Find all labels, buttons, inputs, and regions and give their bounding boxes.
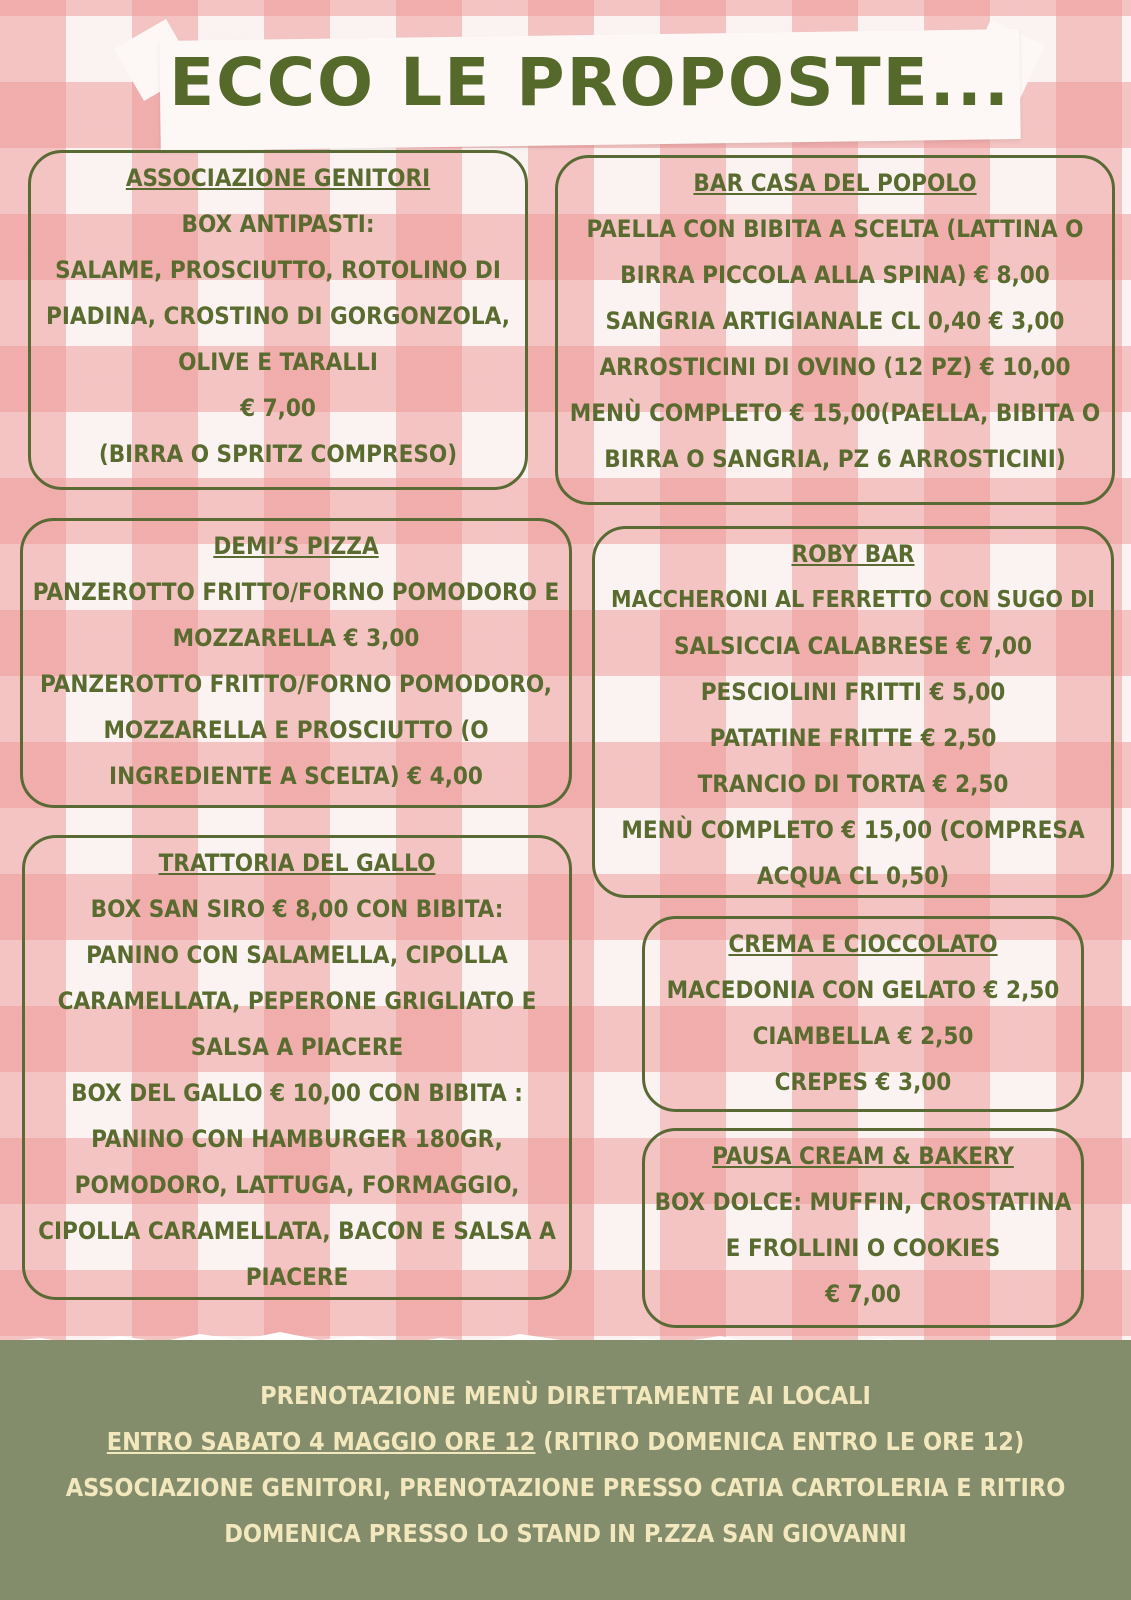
box-line: BOX ANTIPASTI:	[181, 210, 375, 238]
box-line: SALSICCIA CALABRESE € 7,00	[673, 632, 1033, 660]
box-line: PAELLA CON BIBITA A SCELTA (LATTINA O	[586, 215, 1084, 243]
box-line: MENÙ COMPLETO € 15,00(PAELLA, BIBITA O	[569, 399, 1101, 427]
box-heading: BAR CASA DEL POPOLO	[693, 169, 977, 197]
menu-box-pausa-cream-bakery	[642, 1128, 1084, 1328]
box-heading: TRATTORIA DEL GALLO	[158, 849, 436, 877]
menu-box-roby-bar	[592, 526, 1114, 898]
footer-line-1: PRENOTAZIONE MENÙ DIRETTAMENTE AI LOCALI	[260, 1381, 871, 1410]
box-line: PANINO CON SALAMELLA, CIPOLLA	[86, 941, 508, 969]
box-line: € 7,00	[240, 394, 316, 422]
box-line: PATATINE FRITTE € 2,50	[709, 724, 997, 752]
box-line: BIRRA O SANGRIA, PZ 6 ARROSTICINI)	[604, 445, 1066, 473]
box-line: CREPES € 3,00	[774, 1068, 952, 1096]
menu-box-bar-casa-del-popolo	[555, 155, 1115, 505]
box-line: INGREDIENTE A SCELTA) € 4,00	[109, 762, 483, 790]
box-heading: ASSOCIAZIONE GENITORI	[125, 164, 431, 192]
box-line: MACCHERONI AL FERRETTO CON SUGO DI	[610, 587, 1096, 613]
footer-text	[0, 1373, 1131, 1557]
box-line: SALSA A PIACERE	[190, 1033, 404, 1061]
footer-line-4: DOMENICA PRESSO LO STAND IN P.ZZA SAN GIOVANNI	[224, 1519, 907, 1548]
box-line: PESCIOLINI FRITTI € 5,00	[700, 678, 1006, 706]
box-line: PIADINA, CROSTINO DI GORGONZOLA,	[46, 302, 510, 330]
box-heading: PAUSA CREAM & BAKERY	[712, 1142, 1014, 1170]
footer-line-3: ASSOCIAZIONE GENITORI, PRENOTAZIONE PRESSO CATIA CARTOLERIA E RITIRO	[65, 1473, 1066, 1502]
box-line: OLIVE E TARALLI	[178, 348, 378, 376]
menu-box-trattoria-del-gallo	[22, 835, 572, 1300]
box-line: PANINO CON HAMBURGER 180GR,	[91, 1125, 503, 1153]
footer-line-2	[0, 1419, 1131, 1465]
box-line: MOZZARELLA E PROSCIUTTO (O	[103, 716, 489, 744]
box-line: (BIRRA O SPRITZ COMPRESO)	[98, 440, 458, 468]
box-line: ARROSTICINI DI OVINO (12 PZ) € 10,00	[599, 353, 1071, 381]
box-line: MENÙ COMPLETO € 15,00 (COMPRESA	[621, 816, 1085, 844]
box-line: CIAMBELLA € 2,50	[752, 1022, 974, 1050]
box-line: TRANCIO DI TORTA € 2,50	[697, 770, 1009, 798]
box-heading: CREMA E CIOCCOLATO	[728, 930, 998, 958]
box-line: CARAMELLATA, PEPERONE GRIGLIATO E	[57, 987, 537, 1015]
box-line: MACEDONIA CON GELATO € 2,50	[666, 976, 1060, 1004]
box-line: BOX SAN SIRO € 8,00 CON BIBITA:	[90, 895, 504, 923]
footer-pickup-note: (RITIRO DOMENICA ENTRO LE ORE 12)	[535, 1427, 1025, 1456]
box-heading: ROBY BAR	[791, 540, 915, 568]
box-line: E FROLLINI O COOKIES	[725, 1234, 1001, 1262]
box-line: SALAME, PROSCIUTTO, ROTOLINO DI	[55, 256, 501, 284]
box-line: BOX DOLCE: MUFFIN, CROSTATINA	[654, 1188, 1072, 1216]
menu-box-demis-pizza	[20, 518, 572, 808]
menu-box-associazione-genitori	[28, 150, 528, 490]
menu-box-crema-e-cioccolato	[642, 916, 1084, 1112]
box-line: PANZEROTTO FRITTO/FORNO POMODORO,	[40, 670, 552, 698]
box-line: SANGRIA ARTIGIANALE CL 0,40 € 3,00	[605, 307, 1065, 335]
box-line: PIACERE	[245, 1263, 349, 1291]
footer-deadline: ENTRO SABATO 4 MAGGIO ORE 12	[106, 1427, 536, 1456]
box-line: BOX DEL GALLO € 10,00 CON BIBITA :	[71, 1079, 523, 1107]
box-line: PANZEROTTO FRITTO/FORNO POMODORO E	[32, 578, 560, 606]
box-line: ACQUA CL 0,50)	[756, 862, 950, 890]
box-line: POMODORO, LATTUGA, FORMAGGIO,	[74, 1171, 520, 1199]
box-line: BIRRA PICCOLA ALLA SPINA) € 8,00	[620, 261, 1050, 289]
page-title: ECCO LE PROPOSTE...	[169, 44, 1011, 121]
box-line: MOZZARELLA € 3,00	[172, 624, 420, 652]
box-line: CIPOLLA CARAMELLATA, BACON E SALSA A	[38, 1217, 556, 1245]
box-line: € 7,00	[825, 1280, 901, 1308]
box-heading: DEMI’S PIZZA	[213, 532, 379, 560]
